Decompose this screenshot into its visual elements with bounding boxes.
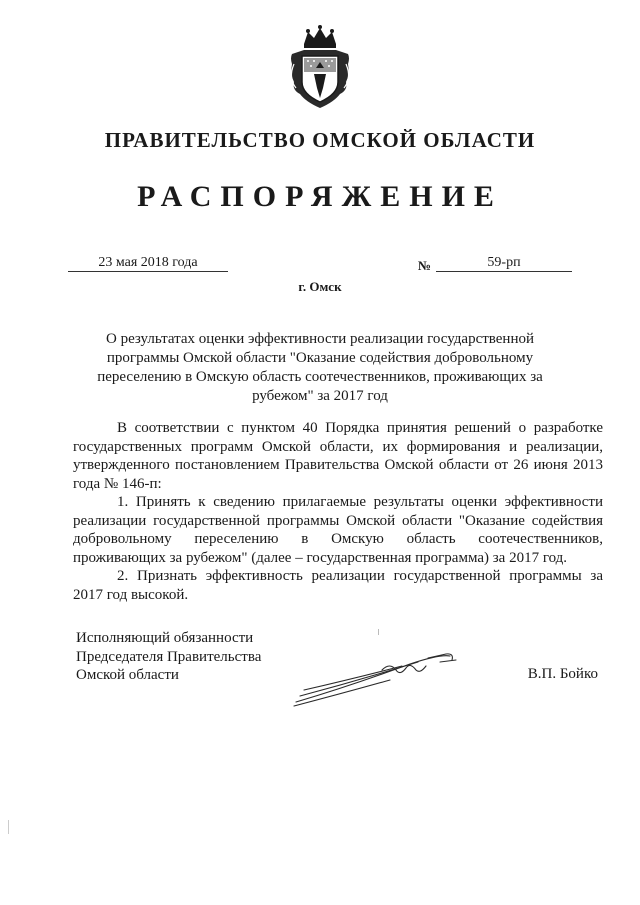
coat-of-arms-emblem <box>286 24 354 114</box>
document-number: 59-рп <box>436 254 572 272</box>
signer-line-1: Исполняющий обязанности <box>76 630 254 646</box>
signer-line-3: Омской области <box>76 667 179 683</box>
number-sign: № <box>418 258 432 273</box>
document-subject: О результатах оценки эффективности реализации государственной программы Омской области "Оказание содействия добровольному переселению в Омскую область соотечественников, проживающих за рубежом" за 2017 год <box>97 331 543 404</box>
signer-line-2: Председателя Правительства <box>76 648 262 665</box>
document-type-title: РАСПОРЯЖЕНИЕ <box>137 180 503 213</box>
scan-mark <box>8 820 9 834</box>
body-item-2: 2. Признать эффективность реализации государственной программы за 2017 год высокой. <box>73 568 603 603</box>
document-city: г. Омск <box>298 279 342 294</box>
document-body <box>73 419 603 604</box>
government-title: ПРАВИТЕЛЬСТВО ОМСКОЙ ОБЛАСТИ <box>104 128 536 152</box>
body-item-1: 1. Принять к сведению прилагаемые результаты оценки эффективности реализации государственной программы Омской области "Оказание содействия добровольному переселению в Омскую область соотечественников, проживающих за рубежом" (далее – государственная программа) за 2017 год. <box>73 494 603 566</box>
signer-name: В.П. Бойко <box>527 666 598 682</box>
scan-mark <box>378 629 379 635</box>
document-date: 23 мая 2018 года <box>68 254 228 272</box>
body-intro: В соответствии с пунктом 40 Порядка принятия решений о разработке государственных программ Омской области, их формирования и реализации, утвержденного постановлением Правительства Омской области от 26 июня 2013 года № 146-п: <box>73 420 603 492</box>
